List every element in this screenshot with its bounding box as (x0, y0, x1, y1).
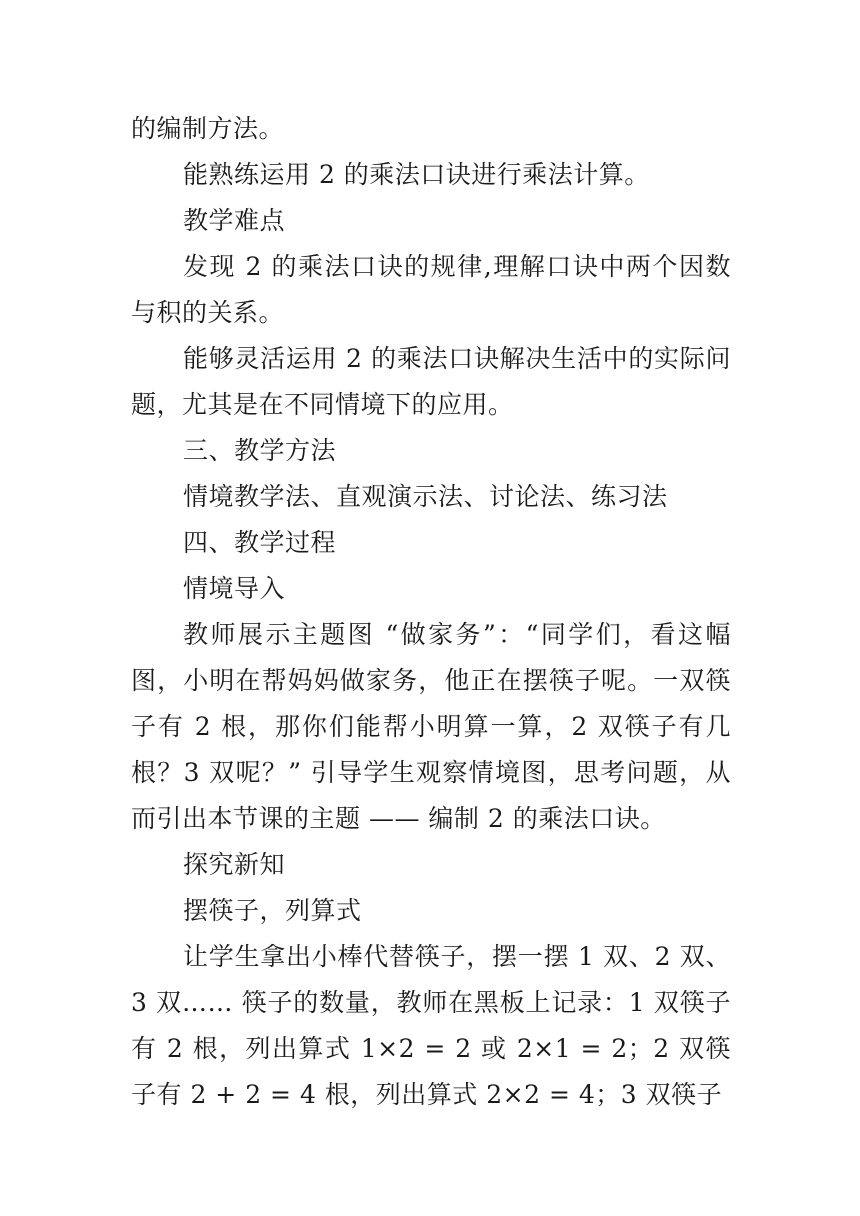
heading-teaching-methods: 三、教学方法 (183, 436, 337, 465)
paragraph-continuation: 的编制方法。 (131, 114, 285, 143)
document-body (131, 106, 731, 1118)
heading-teaching-process: 四、教学过程 (183, 528, 337, 557)
paragraph-methods: 情境教学法、直观演示法、讨论法、练习法 (183, 482, 668, 511)
paragraph-difficulty-1: 发现 2 的乘法口诀的规律,理解口诀中两个因数与积的关系。 (131, 252, 731, 327)
heading-chopsticks: 摆筷子，列算式 (183, 896, 362, 925)
paragraph-difficulty-2: 能够灵活运用 2 的乘法口诀解决生活中的实际问题，尤其是在不同情境下的应用。 (131, 344, 731, 419)
heading-teaching-difficulty: 教学难点 (183, 206, 286, 235)
paragraph-scenario: 教师展示主题图 “做家务”：“同学们，看这幅图，小明在帮妈妈做家务，他正在摆筷子呢。一双筷子有 2 根，那你们能帮小明算一算，2 双筷子有几根？3 双呢？” 引导学生观察情境图，思考问题，从而引出本节课的主题 —— 编制 2 的乘法口诀。 (131, 620, 731, 833)
heading-scenario-intro: 情境导入 (183, 574, 286, 603)
paragraph-key-point: 能熟练运用 2 的乘法口诀进行乘法计算。 (183, 160, 650, 189)
heading-explore-new: 探究新知 (183, 850, 286, 879)
paragraph-chopsticks-activity: 让学生拿出小棒代替筷子，摆一摆 1 双、2 双、3 双…… 筷子的数量，教师在黑板上记录：1 双筷子有 2 根，列出算式 1×2 = 2 或 2×1 = 2；2 双筷子有 2 + 2 = 4 根，列出算式 2×2 = 4；3 双筷子 (131, 942, 731, 1109)
